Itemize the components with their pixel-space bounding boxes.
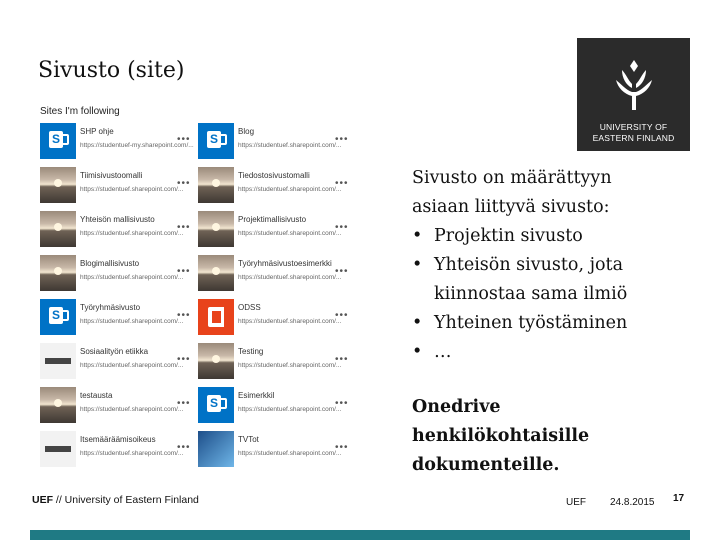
more-options-icon[interactable]: ••• [335, 134, 349, 145]
more-options-icon[interactable]: ••• [335, 442, 349, 453]
site-tile[interactable] [198, 299, 354, 335]
photo-thumbnail [40, 255, 76, 291]
logo-text-line2: EASTERN FINLAND [592, 133, 675, 143]
page-number: 17 [673, 493, 685, 504]
tv-thumbnail [198, 431, 234, 467]
sharepoint-icon: S [198, 387, 234, 423]
site-tile[interactable] [198, 387, 354, 423]
photo-thumbnail [198, 255, 234, 291]
more-options-icon[interactable]: ••• [177, 354, 191, 365]
bullet-text: Yhteisön sivusto, jota [434, 255, 623, 275]
logo-thumbnail [40, 343, 76, 379]
sharepoint-icon: S [40, 123, 76, 159]
site-url: https://studentuef.sharepoint.com/... [238, 406, 342, 413]
more-options-icon[interactable]: ••• [335, 310, 349, 321]
site-name[interactable]: Tiedostosivustomalli [238, 171, 310, 180]
more-options-icon[interactable]: ••• [177, 134, 191, 145]
site-url: https://studentuef.sharepoint.com/... [80, 362, 184, 369]
site-name[interactable]: TVTot [238, 435, 259, 444]
photo-thumbnail [40, 387, 76, 423]
more-options-icon[interactable]: ••• [335, 354, 349, 365]
more-options-icon[interactable]: ••• [177, 310, 191, 321]
site-name[interactable]: Sosiaalityön etiikka [80, 347, 149, 356]
bullet-continuation: kiinnostaa sama ilmiö [434, 284, 628, 304]
footer-date: 24.8.2015 [610, 497, 655, 508]
more-options-icon[interactable]: ••• [177, 178, 191, 189]
site-tile[interactable] [198, 167, 354, 203]
site-tile[interactable] [40, 255, 196, 291]
bullet-marker: • [412, 342, 423, 362]
bullet-text: Projektin sivusto [434, 226, 583, 246]
photo-thumbnail [40, 167, 76, 203]
uef-logo [577, 38, 690, 151]
site-name[interactable]: Esimerkkil [238, 391, 275, 400]
more-options-icon[interactable]: ••• [177, 222, 191, 233]
bullet-marker: • [412, 226, 423, 246]
body-line: Sivusto on määrättyyn [412, 168, 612, 188]
bullet-item [412, 338, 627, 367]
site-name[interactable]: Työryhmäsivusto [80, 303, 141, 312]
bottom-accent-bar [30, 530, 690, 540]
site-tile[interactable] [198, 343, 354, 379]
site-url: https://studentuef.sharepoint.com/... [80, 186, 184, 193]
more-options-icon[interactable]: ••• [335, 178, 349, 189]
bullet-item [412, 251, 627, 280]
site-name[interactable]: Itsemääräämisoikeus [80, 435, 156, 444]
site-url: https://studentuef.sharepoint.com/... [80, 274, 184, 281]
site-url: https://studentuef.sharepoint.com/... [238, 274, 342, 281]
bullet-marker: • [412, 255, 423, 275]
sites-header: Sites I'm following [40, 106, 120, 117]
site-name[interactable]: SHP ohje [80, 127, 114, 136]
site-url: https://studentuef.sharepoint.com/... [80, 318, 184, 325]
office-icon [198, 299, 234, 335]
site-tile[interactable] [40, 299, 196, 335]
logo-thumbnail [40, 431, 76, 467]
bullet-text: Yhteinen työstäminen [434, 313, 628, 333]
site-name[interactable]: testausta [80, 391, 113, 400]
site-tile[interactable] [40, 343, 196, 379]
more-options-icon[interactable]: ••• [177, 398, 191, 409]
site-name[interactable]: ODSS [238, 303, 261, 312]
footer-uef-bold: UEF [32, 494, 53, 506]
site-tile[interactable] [40, 431, 196, 467]
site-tile[interactable] [40, 167, 196, 203]
photo-thumbnail [198, 167, 234, 203]
more-options-icon[interactable]: ••• [335, 222, 349, 233]
uef-emblem-icon [614, 56, 654, 114]
site-tile[interactable] [198, 431, 354, 467]
bullet-item [412, 309, 627, 338]
onedrive-note: Onedrive henkilökohtaisille dokumenteille. [412, 397, 590, 475]
site-name[interactable]: Tiimisivustoomalli [80, 171, 143, 180]
sharepoint-icon: S [40, 299, 76, 335]
photo-thumbnail [198, 211, 234, 247]
site-name[interactable]: Blogimallisivusto [80, 259, 140, 268]
site-tile[interactable] [198, 255, 354, 291]
site-url: https://studentuef.sharepoint.com/... [238, 362, 342, 369]
site-name[interactable]: Työryhmäsivustoesimerkki [238, 259, 332, 268]
site-tile[interactable] [40, 123, 196, 159]
sites-following-panel [40, 106, 360, 457]
site-name[interactable]: Yhteisön mallisivusto [80, 215, 155, 224]
body-text [412, 164, 627, 367]
more-options-icon[interactable]: ••• [335, 266, 349, 277]
sharepoint-icon: S [198, 123, 234, 159]
more-options-icon[interactable]: ••• [177, 442, 191, 453]
more-options-icon[interactable]: ••• [177, 266, 191, 277]
logo-text-line1: UNIVERSITY OF [599, 122, 668, 132]
footer-uef-rest: // University of Eastern Finland [53, 494, 199, 506]
photo-thumbnail [40, 211, 76, 247]
site-url: https://studentuef.sharepoint.com/... [238, 142, 342, 149]
bullet-marker: • [412, 313, 423, 333]
site-url: https://studentuef.sharepoint.com/... [238, 186, 342, 193]
slide-title: Sivusto (site) [38, 58, 185, 83]
site-url: https://studentuef.sharepoint.com/... [238, 318, 342, 325]
site-tile[interactable] [198, 211, 354, 247]
more-options-icon[interactable]: ••• [335, 398, 349, 409]
site-name[interactable]: Projektimallisivusto [238, 215, 307, 224]
footer-organization [32, 494, 199, 506]
site-tile[interactable] [198, 123, 354, 159]
site-url: https://studentuef.sharepoint.com/... [238, 450, 342, 457]
bullet-text: … [434, 342, 452, 362]
footer-uef: UEF [566, 497, 586, 508]
site-name[interactable]: Blog [238, 127, 255, 136]
site-url: https://studentuef.sharepoint.com/... [80, 230, 184, 237]
site-url: https://studentuef.sharepoint.com/... [238, 230, 342, 237]
bullet-item [412, 222, 627, 251]
site-url: https://studentuef.sharepoint.com/... [80, 406, 184, 413]
site-url: https://studentuef.sharepoint.com/... [80, 450, 184, 457]
site-name[interactable]: Testing [238, 347, 264, 356]
body-line: asiaan liittyvä sivusto: [412, 197, 610, 217]
site-url: https://studentuef-my.sharepoint.com/... [80, 142, 194, 149]
photo-thumbnail [198, 343, 234, 379]
site-tile[interactable] [40, 387, 196, 423]
site-tile[interactable] [40, 211, 196, 247]
